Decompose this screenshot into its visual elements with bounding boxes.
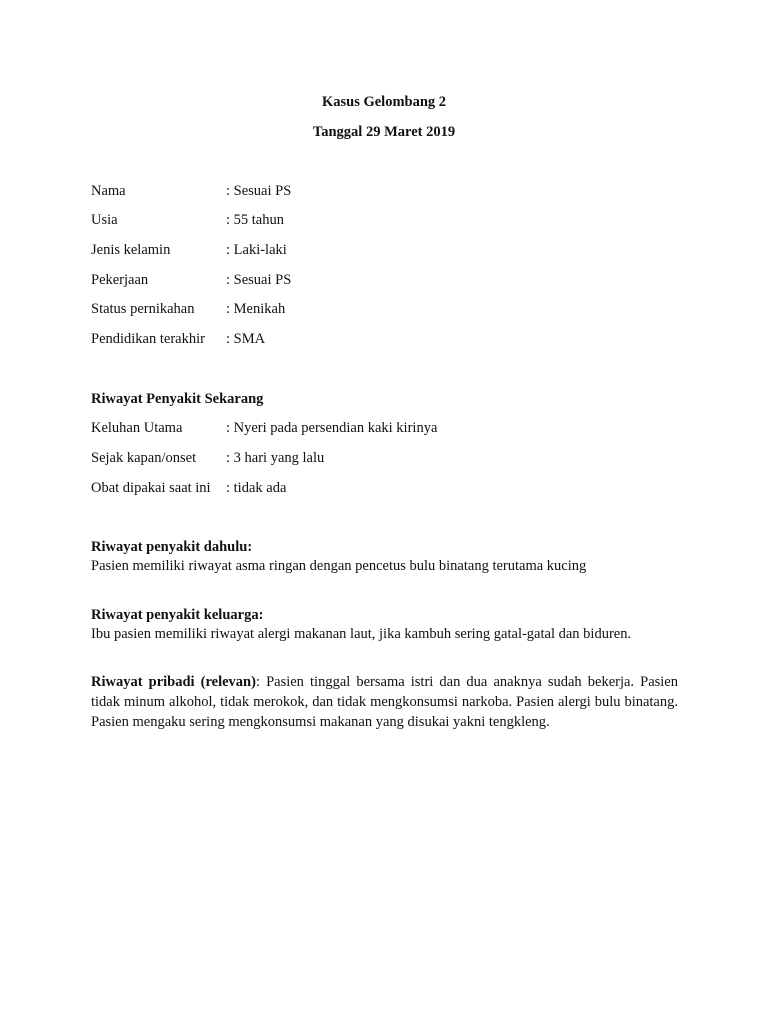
identity-label-status-pernikahan: Status pernikahan (91, 301, 195, 317)
identity-value-pekerjaan: : Sesuai PS (226, 272, 292, 288)
identity-value-status-pernikahan: : Menikah (226, 301, 286, 317)
current-illness-value-onset: : 3 hari yang lalu (226, 450, 325, 466)
identity-value-pendidikan-terakhir: : SMA (226, 331, 266, 347)
identity-label-pekerjaan: Pekerjaan (91, 272, 149, 288)
personal-history-text: : Pasien tinggal bersama istri dan dua anaknya sudah bekerja. Pasien tidak minum alkohol, tidak merokok, dan tidak mengkonsumsi narkoba. Pasien alergi bulu binatang. Pasien mengaku sering mengkonsumsi makanan yang disukai yakni tengkleng. (91, 674, 678, 730)
family-history-heading: Riwayat penyakit keluarga: (91, 607, 264, 623)
personal-history-heading: Riwayat pribadi (relevan) (91, 674, 256, 690)
identity-label-nama: Nama (91, 183, 126, 199)
personal-history-paragraph (91, 672, 678, 732)
identity-value-nama: : Sesuai PS (226, 183, 292, 199)
current-illness-value-obat: : tidak ada (226, 480, 287, 496)
document-title: Kasus Gelombang 2 (321, 94, 447, 110)
identity-label-jenis-kelamin: Jenis kelamin (91, 242, 171, 258)
current-illness-value-keluhan: : Nyeri pada persendian kaki kirinya (226, 420, 438, 436)
past-history-heading: Riwayat penyakit dahulu: (91, 539, 253, 555)
current-illness-heading: Riwayat Penyakit Sekarang (91, 391, 264, 407)
current-illness-label-keluhan: Keluhan Utama (91, 420, 183, 436)
identity-value-usia: : 55 tahun (226, 212, 284, 228)
document-date: Tanggal 29 Maret 2019 (312, 124, 456, 140)
current-illness-label-onset: Sejak kapan/onset (91, 450, 197, 466)
family-history-text: Ibu pasien memiliki riwayat alergi makanan laut, jika kambuh sering gatal-gatal dan biduren. (91, 626, 632, 642)
identity-value-jenis-kelamin: : Laki-laki (226, 242, 287, 258)
identity-label-usia: Usia (91, 212, 118, 228)
past-history-text: Pasien memiliki riwayat asma ringan dengan pencetus bulu binatang terutama kucing (91, 558, 587, 574)
current-illness-label-obat: Obat dipakai saat ini (91, 480, 211, 496)
identity-label-pendidikan-terakhir: Pendidikan terakhir (91, 331, 205, 347)
